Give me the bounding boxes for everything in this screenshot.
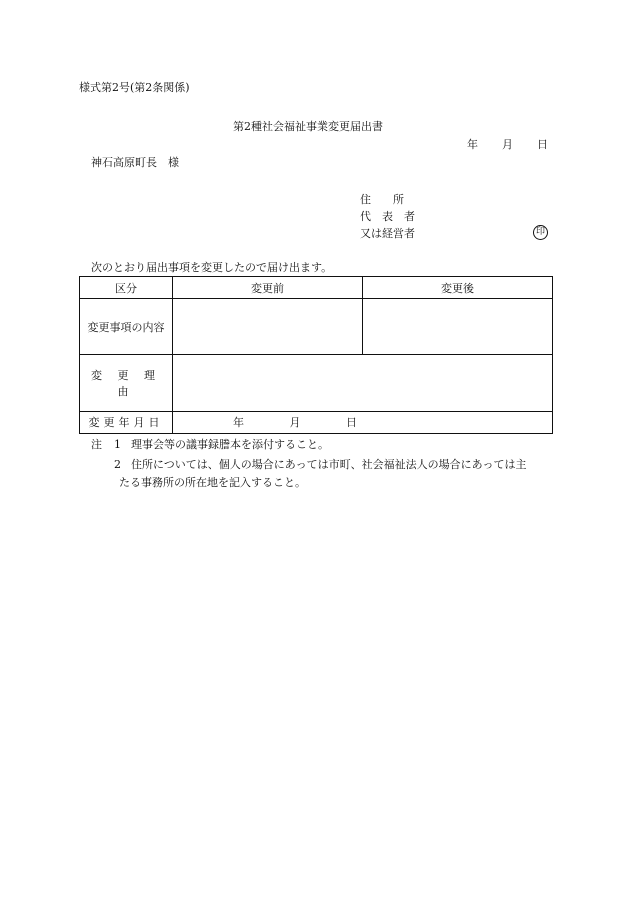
table-row-content (80, 299, 553, 355)
note-1-number: 1 (114, 438, 121, 451)
table-row-date (80, 411, 553, 433)
seal-mark: 印 (533, 225, 548, 240)
cell-after-content[interactable] (363, 299, 553, 355)
addressee: 神石高原町長 様 (91, 156, 179, 169)
notes-prefix: 注 (91, 438, 102, 451)
change-date-month: 月 (289, 416, 301, 430)
date-month-label: 月 (502, 138, 513, 151)
intro-text: 次のとおり届出事項を変更したので届け出ます。 (91, 261, 333, 274)
cell-reason[interactable] (173, 355, 553, 411)
change-date-day: 日 (346, 416, 357, 430)
row-label-date: 変更年月日 (80, 411, 173, 433)
change-date-year: 年 (233, 416, 244, 430)
table-row-reason (80, 355, 553, 411)
table-header-row (80, 277, 553, 299)
change-form-table (79, 276, 553, 434)
note-2-text-line1: 住所については、個人の場合にあっては市町、社会福祉法人の場合にあっては主 (131, 458, 527, 471)
date-day-label: 日 (537, 138, 548, 151)
header-before: 変更前 (173, 277, 363, 299)
operator-label: 又は経営者 (360, 227, 415, 240)
date-year-label: 年 (467, 138, 478, 151)
row-label-reason: 変 更 理 由 (80, 355, 173, 411)
row-label-content: 変更事項の内容 (80, 299, 173, 355)
representative-label: 代 表 者 (360, 210, 415, 223)
note-2-number: 2 (114, 458, 121, 471)
note-1-text: 理事会等の議事録謄本を添付すること。 (131, 438, 329, 451)
cell-change-date[interactable] (173, 411, 553, 433)
form-number-label: 様式第2号(第2条関係) (79, 81, 190, 94)
address-label: 住 所 (360, 193, 404, 206)
cell-before-content[interactable] (173, 299, 363, 355)
header-after: 変更後 (363, 277, 553, 299)
document-title: 第2種社会福祉事業変更届出書 (233, 120, 383, 133)
header-category: 区分 (80, 277, 173, 299)
note-2-text-line2: たる事務所の所在地を記入すること。 (119, 476, 306, 489)
